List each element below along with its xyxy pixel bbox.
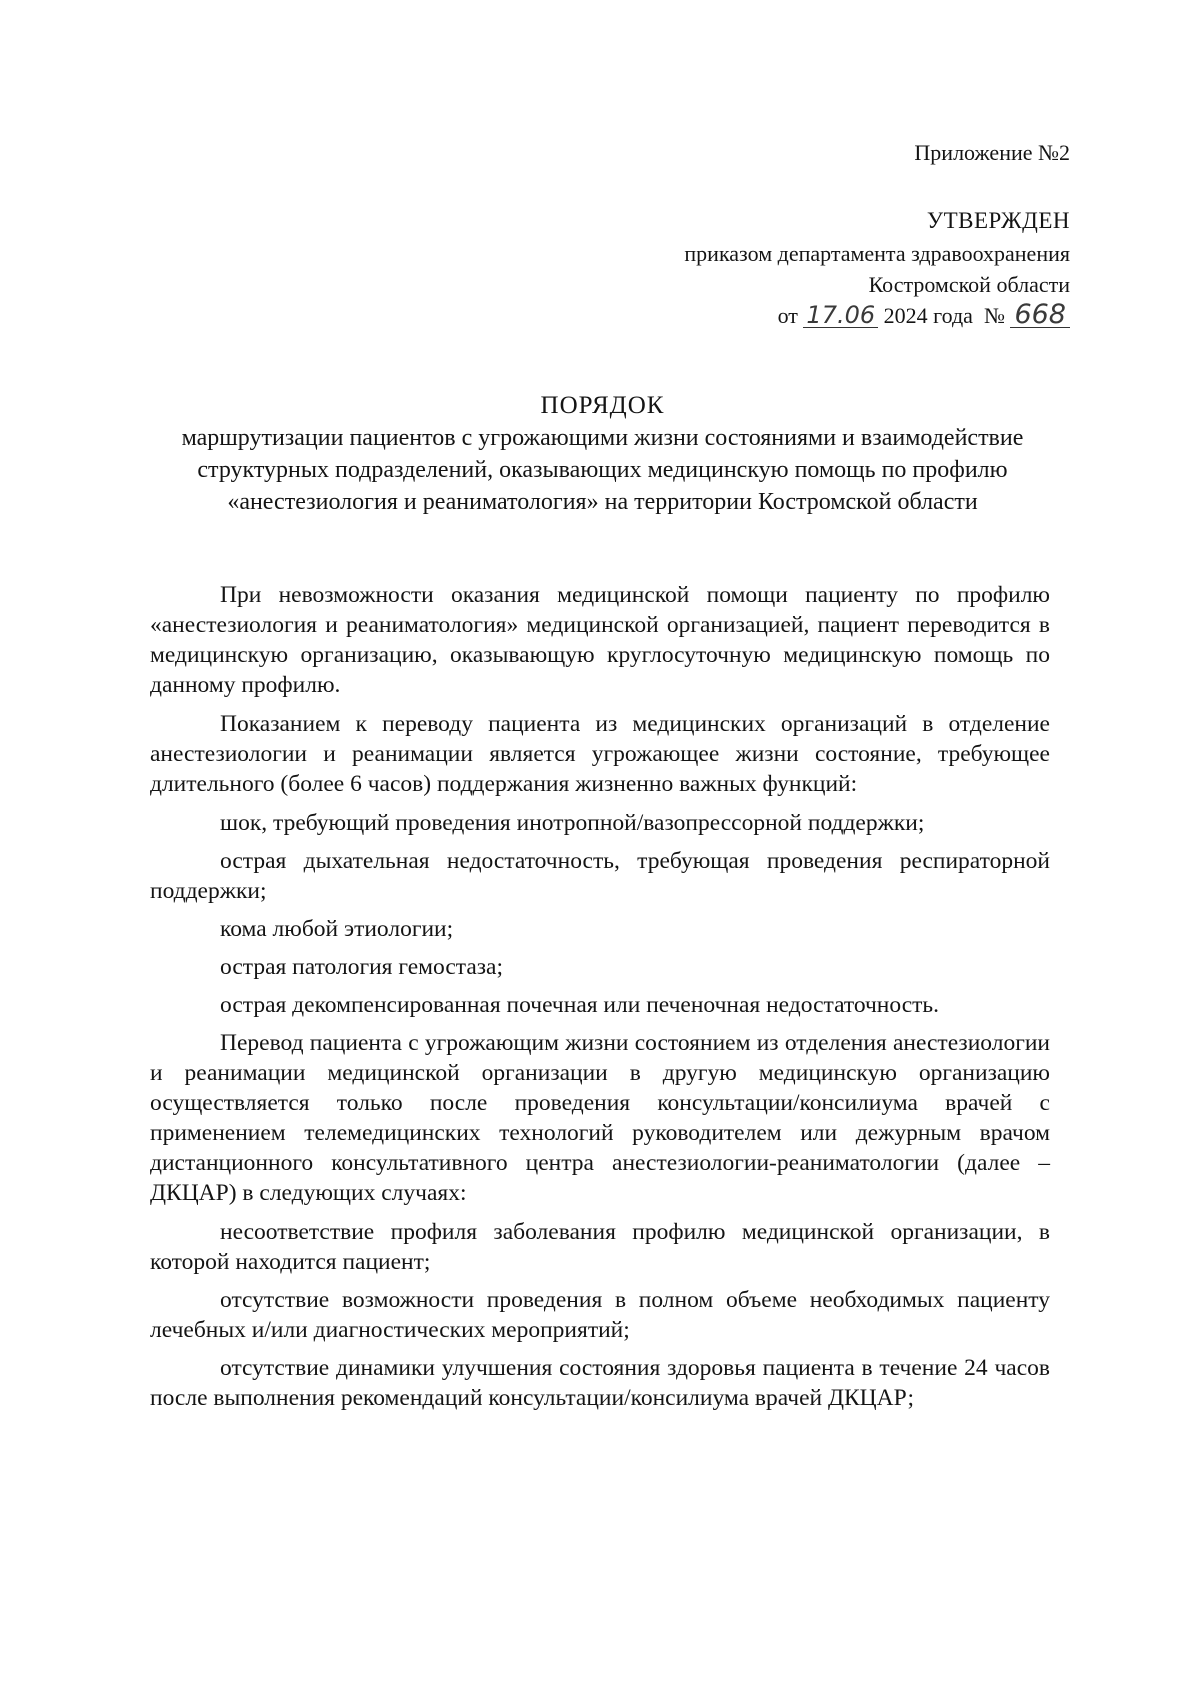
list-item-shock: шок, требующий проведения инотропной/вазопрессорной поддержки; [220, 810, 925, 836]
approval-block [684, 205, 1070, 331]
date-year: 2024 года [883, 303, 973, 328]
handwritten-date: 17.06 [803, 303, 878, 328]
approved-by-line-1: приказом департамента здравоохранения [684, 241, 1070, 266]
document-subtitle: маршрутизации пациентов с угрожающими жизни состояниями и взаимодействие структурных подразделений, оказывающих медицинскую помощь по профилю «анестезиология и реаниматология» на территории Костромской области [181, 425, 1024, 515]
document-heading [150, 392, 1055, 518]
number-sign: № [983, 303, 1005, 328]
handwritten-order-number: 668 [1010, 303, 1070, 328]
paragraph-transfer: Перевод пациента с угрожающим жизни состоянием из отделения анестезиологии и реанимации медицинской организации в другую медицинскую организацию осуществляется только после проведения консультации/консилиума врачей с применением телемедицинских технологий руководителем или дежурным врачом дистанционного консультативного центра анестезиологии-реаниматологии (далее – ДКЦАР) в следующих случаях: [150, 1030, 1050, 1206]
list-item-no-improvement: отсутствие динамики улучшения состояния здоровья пациента в течение 24 часов после выполнения рекомендаций консультации/консилиума врачей ДКЦАР; [150, 1355, 1050, 1411]
list-item-no-capability: отсутствие возможности проведения в полном объеме необходимых пациенту лечебных и/или диагностических мероприятий; [150, 1287, 1050, 1343]
document-title: ПОРЯДОК [540, 392, 665, 419]
list-item-respiratory-failure: острая дыхательная недостаточность, требующая проведения респираторной поддержки; [150, 848, 1050, 904]
paragraph-indication: Показанием к переводу пациента из медицинских организаций в отделение анестезиологии и реанимации является угрожающее жизни состояние, требующее длительного (более 6 часов) поддержания жизненно важных функций: [150, 711, 1050, 797]
document-body [150, 580, 1050, 1421]
approved-by-line-2: Костромской области [868, 272, 1070, 297]
date-prefix: от [777, 303, 798, 328]
appendix-label: Приложение №2 [914, 140, 1070, 165]
list-item-profile-mismatch: несоответствие профиля заболевания профилю медицинской организации, в которой находится пациент; [150, 1219, 1050, 1275]
list-item-renal-hepatic-failure: острая декомпенсированная почечная или печеночная недостаточность. [220, 992, 940, 1018]
list-item-hemostasis: острая патология гемостаза; [220, 954, 503, 980]
order-date-line [684, 300, 1070, 331]
list-item-coma: кома любой этиологии; [220, 916, 454, 942]
paragraph-intro: При невозможности оказания медицинской помощи пациенту по профилю «анестезиология и реаниматология» медицинской организацией, пациент переводится в медицинскую организацию, оказывающую круглосуточную медицинскую помощь по данному профилю. [150, 582, 1050, 698]
approved-heading: УТВЕРЖДЕН [926, 208, 1070, 233]
